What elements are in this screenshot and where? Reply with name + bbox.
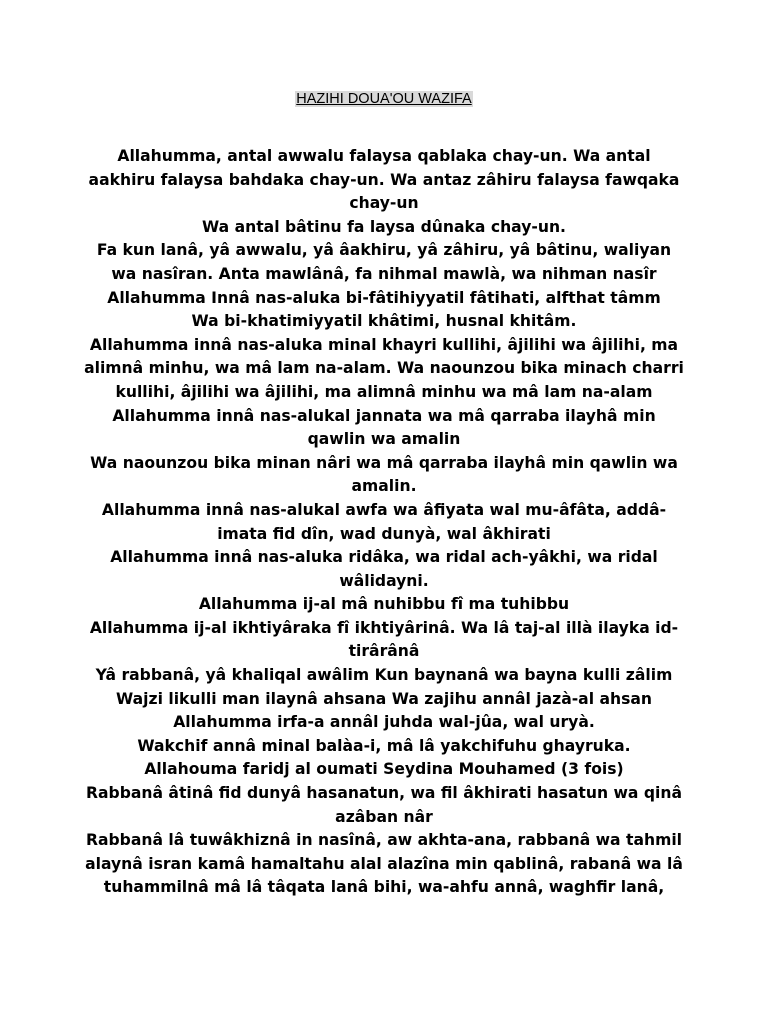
body-line-3: Fa kun lanâ, yâ awwalu, yâ âakhiru, yâ zâhiru, yâ bâtinu, waliyan wa nasîran. Anta mawlânâ, fa nihmal mawlà, wa nihman nasîr bbox=[96, 241, 672, 283]
body-line-17: Wakchif annâ minal balàa-i, mâ lâ yakchifuhu ghayruka. bbox=[137, 736, 631, 755]
body-line-10: Allahumma innâ nas-alukal awfa wa âfiyata wal mu-âfâta, addâ-imata fid dîn, wad dunyà, wal âkhirati bbox=[101, 500, 667, 543]
body-line-1: Allahumma, antal awwalu falaysa qablaka chay-un. Wa antal aakhiru falaysa bahdaka chay-un. Wa antaz zâhiru falaysa fawqaka chay-un bbox=[88, 147, 680, 213]
body-line-2: Wa antal bâtinu fa laysa dûnaka chay-un. bbox=[202, 217, 566, 236]
body-line-9: Wa naounzou bika minan nâri wa mâ qarraba ilayhâ min qawlin wa amalin. bbox=[90, 453, 678, 496]
body-line-4: Allahumma Innâ nas-aluka bi-fâtihiyyatil fâtihati, alfthat tâmm bbox=[107, 288, 661, 307]
document-body bbox=[84, 145, 684, 900]
document-title bbox=[0, 89, 768, 109]
body-line-6: Allahumma innâ nas-aluka minal khayri kullihi, âjilihi wa âjilihi, ma alimnâ minhu, wa mâ lam na-alam. Wa naounzou bika minach charri bbox=[84, 335, 684, 378]
body-line-18: Allahouma faridj al oumati Seydina Mouhamed (3 fois) bbox=[144, 760, 624, 779]
body-line-20: Rabbanâ lâ tuwâkhiznâ in nasînâ, aw akhta-ana, rabbanâ wa tahmil alaynâ isran kamâ hamaltahu alal alazîna min qablinâ, rabanâ wa lâ tuhammilnâ mâ lâ tâqata lanâ bihi, wa-ahfu annâ, waghfir lanâ, bbox=[85, 831, 683, 897]
body-line-7: kullihi, âjilihi wa âjilihi, ma alimnâ minhu wa mâ lam na-alam bbox=[115, 382, 653, 401]
body-line-14: Yâ rabbanâ, yâ khaliqal awâlim Kun baynanâ wa bayna kulli zâlim bbox=[95, 666, 673, 685]
body-line-13: Allahumma ij-al ikhtiyâraka fî ikhtiyârinâ. Wa lâ taj-al illà ilayka id-tirârânâ bbox=[89, 618, 679, 661]
body-line-12: Allahumma ij-al mâ nuhibbu fî ma tuhibbu bbox=[198, 595, 570, 614]
body-line-11: Allahumma innâ nas-aluka ridâka, wa ridal ach-yâkhi, wa ridal wâlidayni. bbox=[110, 548, 658, 590]
body-line-5: Wa bi-khatimiyyatil khâtimi, husnal khitâm. bbox=[191, 312, 577, 331]
body-line-8: Allahumma innâ nas-alukal jannata wa mâ qarraba ilayhâ min qawlin wa amalin bbox=[112, 406, 656, 449]
body-line-15: Wajzi likulli man ilaynâ ahsana Wa zajihu annâl jazà-al ahsan bbox=[115, 689, 653, 708]
body-line-16: Allahumma irfa-a annâl juhda wal-jûa, wal uryà. bbox=[173, 713, 595, 732]
document-title-text: HAZIHI DOUA'OU WAZIFA bbox=[296, 91, 472, 107]
body-line-19: Rabbanâ âtinâ fid dunyâ hasanatun, wa fil âkhirati hasatun wa qinâ azâban nâr bbox=[86, 784, 682, 826]
